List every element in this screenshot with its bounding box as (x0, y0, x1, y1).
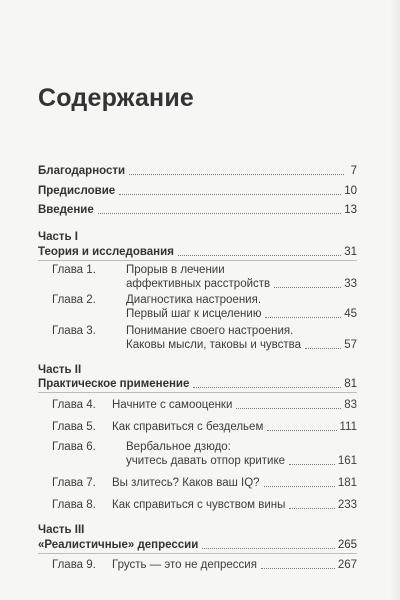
part-title: «Реалистичные» депрессии (38, 539, 199, 551)
toc-page-number: 31 (344, 246, 357, 258)
dot-leader (98, 212, 341, 214)
toc-page-number: 233 (337, 499, 357, 511)
toc-entry-label: Предисловие (38, 185, 116, 197)
chapter-number: Глава 5. (52, 421, 96, 433)
chapter-number: Глава 8. (52, 499, 96, 511)
dot-leader (274, 286, 341, 288)
dot-leader (129, 173, 344, 175)
chapter-number: Глава 6. Вербальное дзюдо: (52, 441, 231, 453)
dot-leader (289, 507, 334, 509)
chapter-title-line1: Диагностика настроения. (126, 294, 262, 306)
toc-entry-introduction[interactable] (38, 203, 357, 217)
toc-entry-part-3[interactable] (38, 538, 357, 552)
chapter-number: Глава 4. (52, 399, 96, 411)
toc-entry-chapter-7[interactable] (52, 476, 357, 490)
chapter-title-line2: аффективных расстройств (126, 278, 271, 290)
part-title: Теория и исследования (38, 246, 174, 258)
toc-page-number: 13 (344, 204, 357, 216)
toc-entry-acknowledgements[interactable] (38, 164, 357, 178)
dot-leader (261, 567, 335, 569)
dot-leader (267, 429, 336, 431)
toc-page-number: 7 (350, 165, 357, 177)
dot-leader (305, 347, 341, 349)
toc-entry-chapter-1[interactable] (52, 277, 357, 291)
dot-leader (265, 316, 341, 318)
dot-leader (289, 463, 335, 465)
dot-leader (236, 407, 341, 409)
chapter-title-line1: Вербальное дзюдо: (126, 441, 231, 453)
chapter-title: Начните с самооценки (112, 399, 233, 411)
chapter-title-line2: Каковы мысли, таковы и чувства (126, 339, 302, 351)
chapter-title-line1: Понимание своего настроения. (126, 325, 294, 337)
chapter-title-line2: учитесь давать отпор критике (126, 455, 286, 467)
toc-entry-chapter-5[interactable] (52, 420, 357, 434)
toc-page-number: 57 (344, 339, 357, 351)
divider (38, 260, 357, 261)
toc-entry-part-2[interactable] (38, 377, 357, 391)
part-label: Часть II (38, 364, 82, 376)
divider (38, 553, 357, 554)
toc-page-number: 83 (344, 399, 357, 411)
toc-page-number: 111 (339, 421, 357, 433)
part-label: Часть I (38, 231, 78, 243)
toc-page-number: 10 (344, 185, 357, 197)
toc-entry-chapter-2[interactable] (52, 307, 357, 321)
chapter-title: Грусть — это не депрессия (112, 559, 257, 571)
toc-entry-chapter-8[interactable] (52, 498, 357, 512)
toc-page-number: 181 (337, 477, 357, 489)
chapter-title: Вы злитесь? Каков ваш IQ? (112, 477, 260, 489)
dot-leader (264, 485, 335, 487)
chapter-number: Глава 7. (52, 477, 96, 489)
toc-page-number: 81 (344, 378, 357, 390)
dot-leader (178, 254, 341, 256)
toc-entry-label: Введение (38, 204, 94, 216)
toc-entry-chapter-9[interactable] (52, 558, 357, 572)
toc-page-number: 33 (344, 278, 357, 290)
toc-entry-chapter-3[interactable] (52, 338, 357, 352)
chapter-title-line2: Первый шаг к исцелению (126, 308, 262, 320)
divider (38, 392, 357, 393)
toc-page-number: 45 (344, 308, 357, 320)
chapter-number: Глава 3. Понимание своего настроения. (52, 325, 294, 337)
chapter-number: Глава 1. Прорыв в лечении (52, 264, 225, 276)
toc-entry-chapter-6[interactable] (52, 454, 357, 468)
toc-entry-label: Благодарности (38, 165, 126, 177)
part-label: Часть III (38, 524, 85, 536)
page-edge-shadow (390, 0, 400, 600)
toc-page-number: 265 (337, 539, 357, 551)
dot-leader (202, 547, 334, 549)
toc-page-number: 161 (337, 455, 357, 467)
chapter-number: Глава 9. (52, 559, 96, 571)
toc-entry-preface[interactable] (38, 184, 357, 198)
part-title: Практическое применение (38, 378, 190, 390)
chapter-number: Глава 2. Диагностика настроения. (52, 294, 262, 306)
dot-leader (119, 193, 341, 195)
page-title: Содержание (38, 84, 195, 112)
chapter-title: Как справиться с чувством вины (112, 499, 286, 511)
dot-leader (193, 386, 341, 388)
toc-entry-part-1[interactable] (38, 245, 357, 259)
chapter-title: Как справиться с бездельем (112, 421, 264, 433)
chapter-title-line1: Прорыв в лечении (126, 264, 225, 276)
toc-page-number: 267 (337, 559, 357, 571)
toc-entry-chapter-4[interactable] (52, 398, 357, 412)
